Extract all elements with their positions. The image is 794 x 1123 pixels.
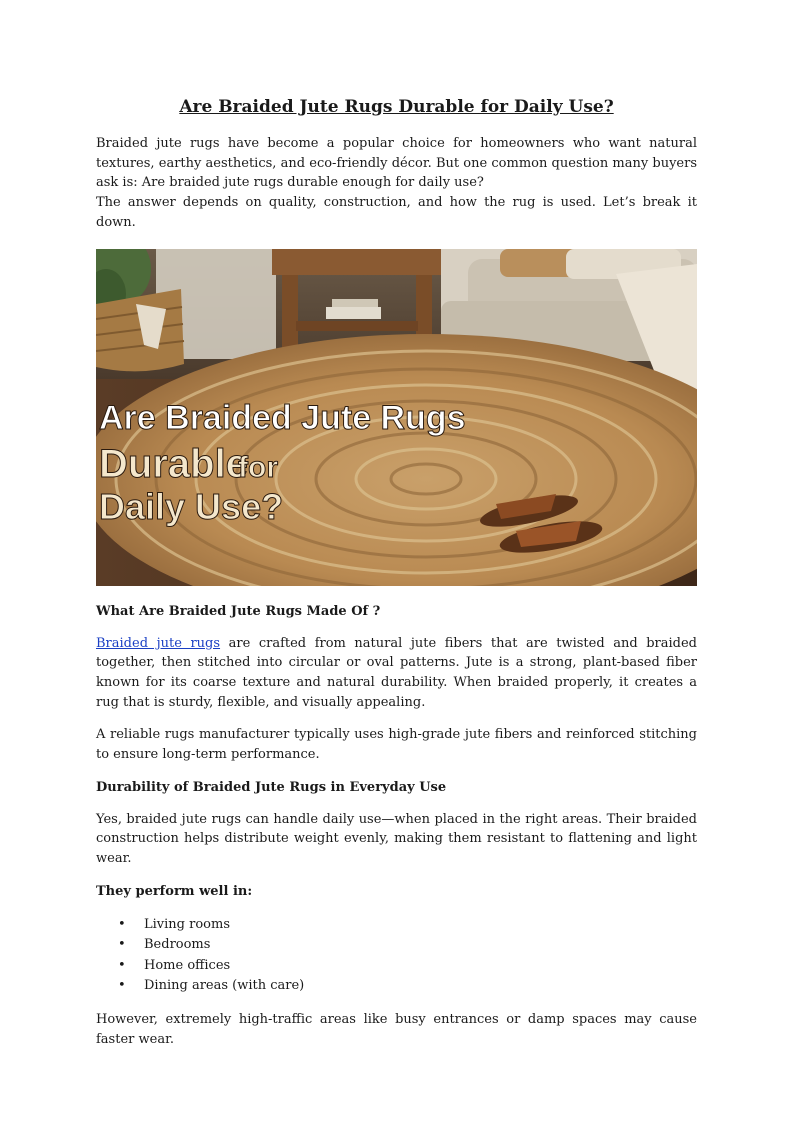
- bullet-icon: •: [118, 957, 126, 973]
- list-item: • Living rooms: [96, 915, 697, 936]
- section1-heading: What Are Braided Jute Rugs Made Of ?: [96, 603, 381, 619]
- list-item: • Bedrooms: [96, 935, 697, 956]
- section2-paragraph-1: Yes, braided jute rugs can handle daily use—when placed in the right areas. Their braided construction helps distribute weight evenly, making them resistant to flattening and light wear.: [96, 811, 697, 867]
- overlay-line-2-word-1: Durable: [99, 441, 248, 486]
- section1-paragraph-1: [96, 634, 697, 713]
- bullet-icon: •: [118, 916, 126, 932]
- list-heading: They perform well in:: [96, 883, 253, 899]
- page-title: Are Braided Jute Rugs Durable for Daily Use?: [179, 97, 614, 117]
- section1-paragraph-2: A reliable rugs manufacturer typically uses high-grade jute fibers and reinforced stitching to ensure long-term performance.: [96, 727, 697, 763]
- intro-line-2: The answer depends on quality, construction, and how the rug is used. Let’s break it down.: [96, 195, 697, 230]
- overlay-line-2-word-2: for: [238, 450, 278, 484]
- list-item: • Home offices: [96, 956, 697, 977]
- intro-paragraph: [96, 134, 697, 233]
- section1-paragraph-1-text: are crafted from natural jute fibers that are twisted and braided together, then stitched into circular or oval patterns. Jute is a strong, plant-based fiber known for its coarse texture and natural durability. When braided properly, it creates a rug that is sturdy, flexible, and visually appealing.: [96, 635, 697, 710]
- braided-jute-rugs-link[interactable]: Braided jute rugs: [96, 635, 221, 651]
- list-item: • Dining areas (with care): [96, 976, 697, 997]
- section2-paragraph-2: However, extremely high-traffic areas like busy entrances or damp spaces may cause faster wear.: [96, 1011, 697, 1047]
- document-page: [96, 96, 697, 1049]
- bullet-icon: •: [118, 937, 126, 953]
- intro-line-1: Braided jute rugs have become a popular choice for homeowners who want natural textures, earthy aesthetics, and eco-friendly décor. But one common question many buyers ask is: Are braided jute rugs durable enough for daily use?: [96, 136, 697, 191]
- bullet-icon: •: [118, 978, 126, 994]
- section2-heading: Durability of Braided Jute Rugs in Everyday Use: [96, 779, 447, 795]
- hero-image: [96, 249, 697, 586]
- use-areas-list: [96, 915, 697, 997]
- overlay-line-3: Daily Use?: [99, 485, 284, 527]
- overlay-line-1: Are Braided Jute Rugs: [99, 398, 466, 437]
